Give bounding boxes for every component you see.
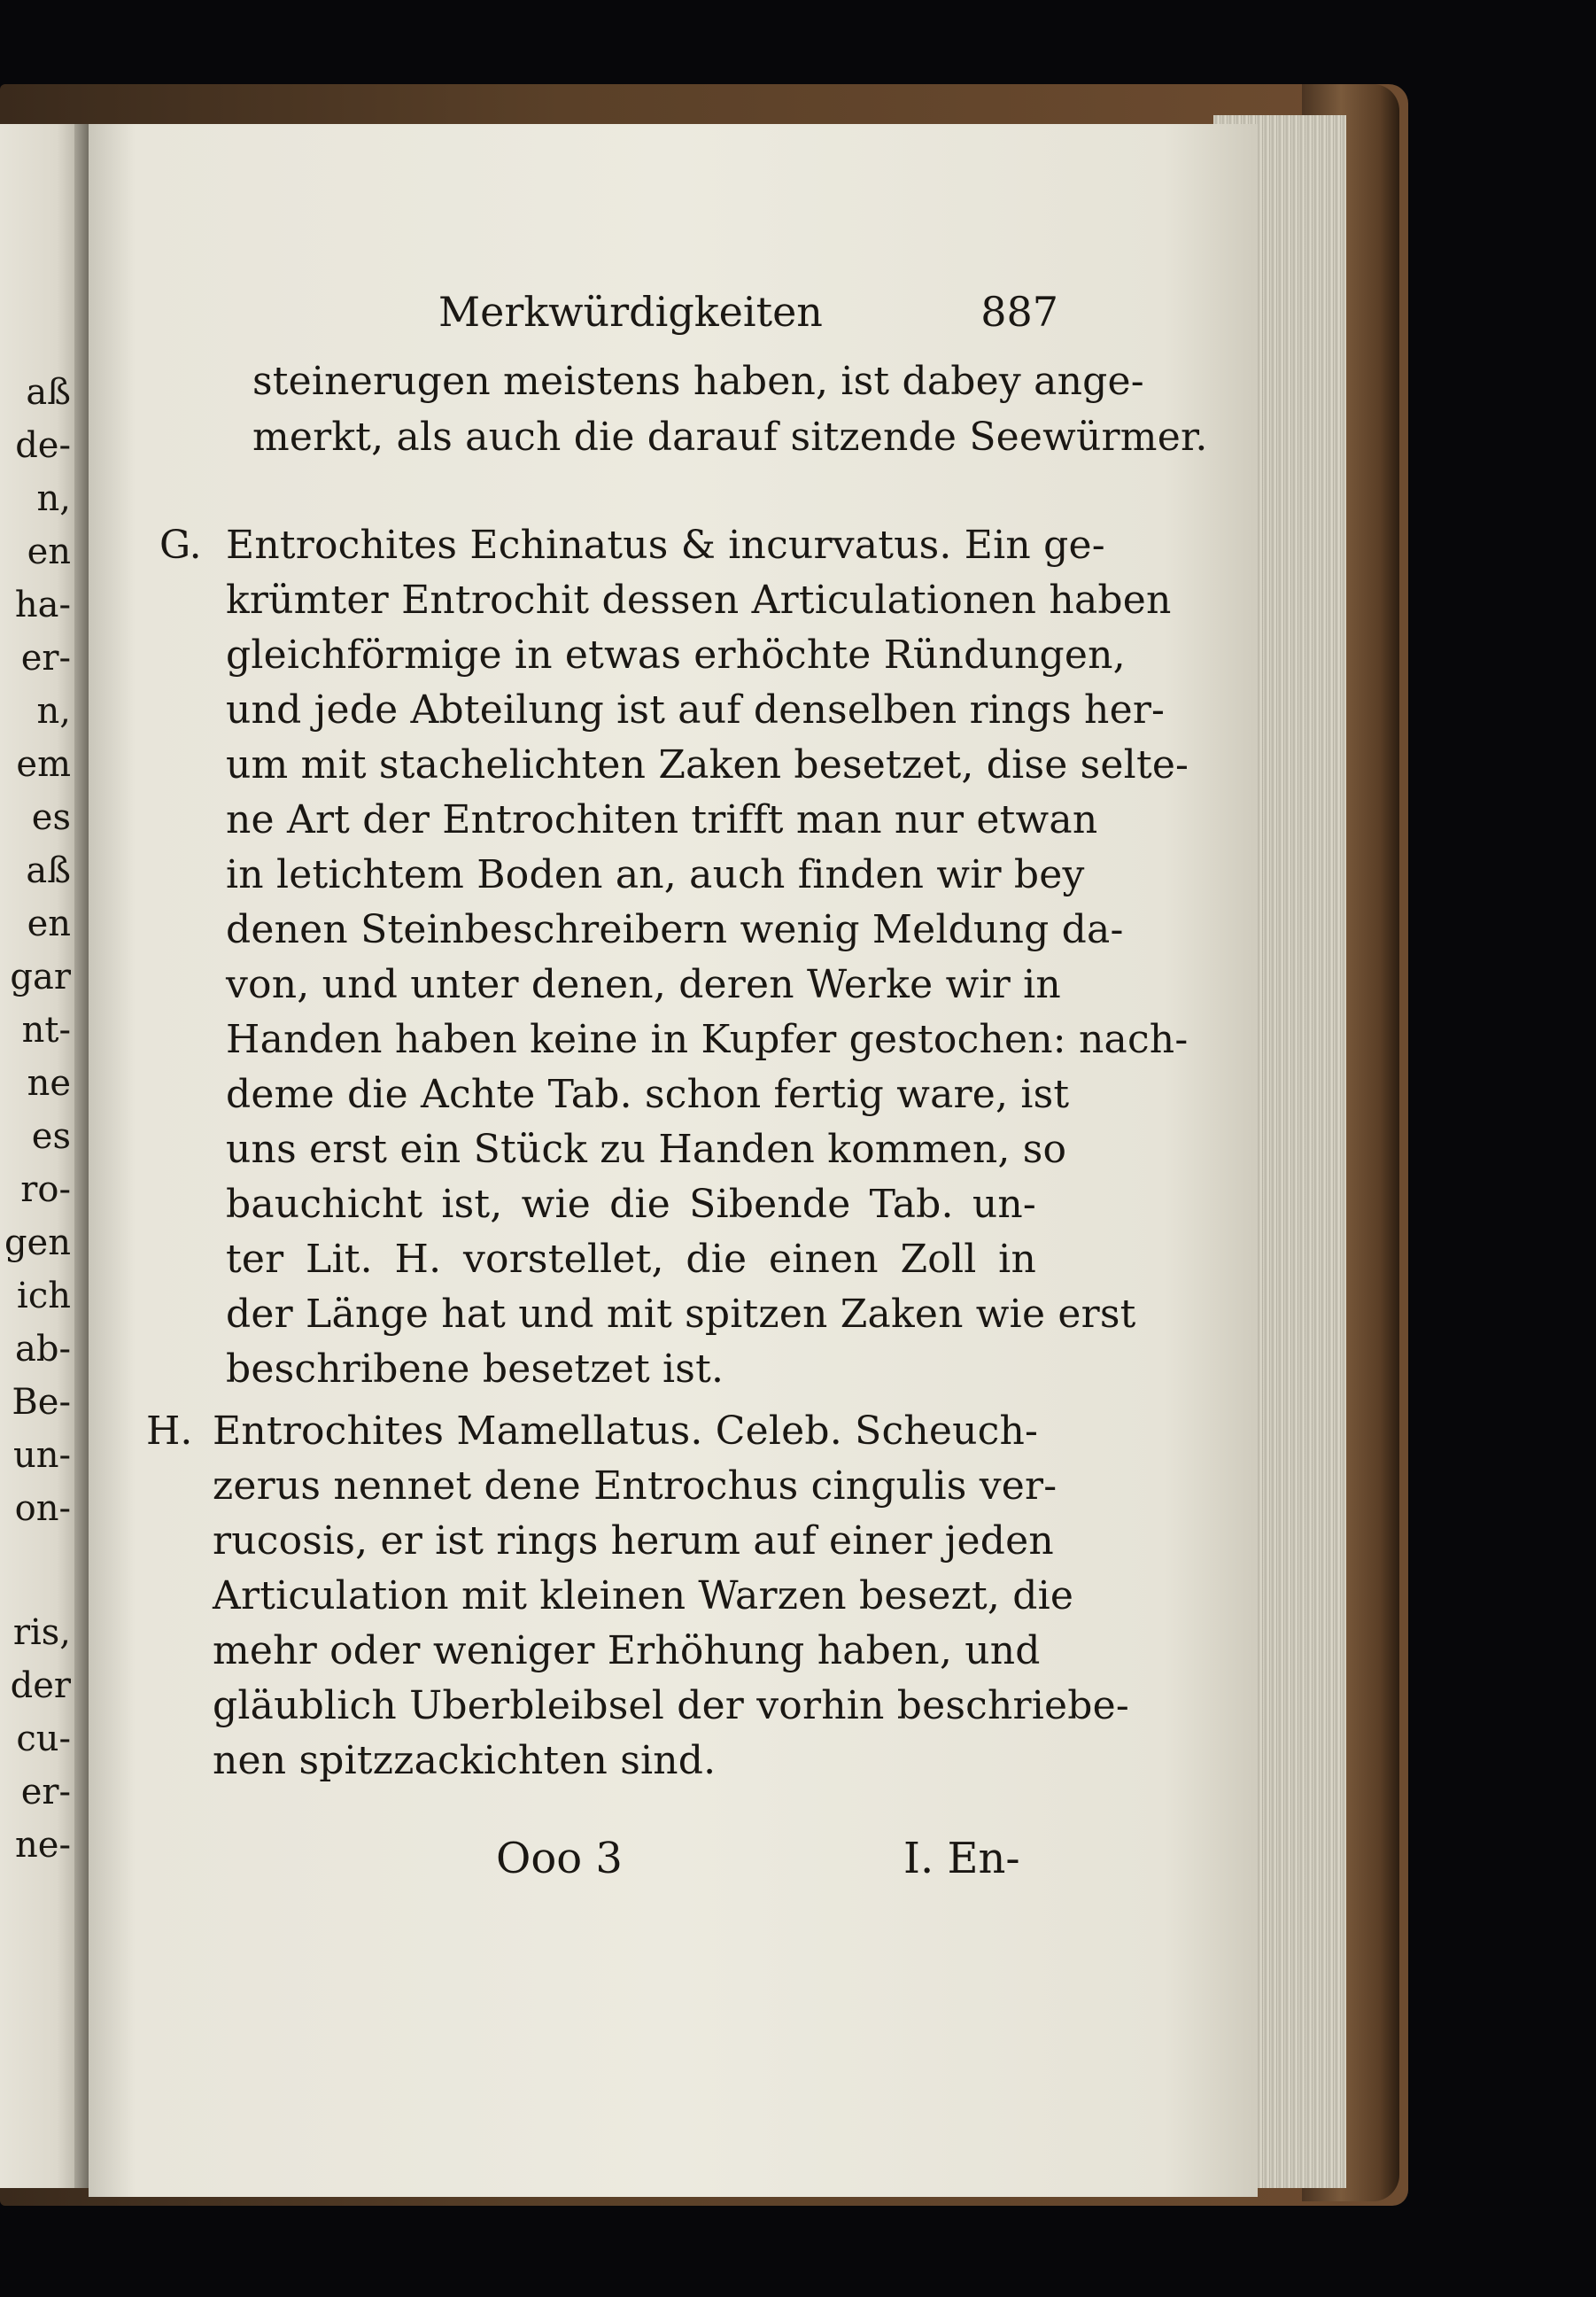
- section-h-label: H.: [146, 1408, 193, 1454]
- section-g-line: gleichförmige in etwas erhöchte Ründungen,: [226, 632, 1126, 678]
- section-g-label: G.: [159, 523, 202, 568]
- left-page-fragment: der: [10, 1665, 71, 1706]
- left-page-fragment: em: [16, 744, 71, 785]
- section-g-line: Entrochites Echinatus & incurvatus. Ein ge-: [226, 523, 1105, 568]
- section-g-line: der Länge hat und mit spitzen Zaken wie erst: [226, 1292, 1136, 1337]
- left-page-fragment: on-: [14, 1488, 71, 1529]
- section-g-line: und jede Abteilung ist auf denselben rings her-: [226, 687, 1166, 733]
- left-page-fragment: ro-: [20, 1169, 71, 1210]
- catchword: I. En-: [903, 1834, 1020, 1883]
- left-page-fragment: ne-: [15, 1825, 71, 1866]
- section-h-line: gläublich Uberbleibsel der vorhin beschriebe-: [213, 1683, 1129, 1728]
- left-page-fragment: es: [31, 1116, 71, 1157]
- left-page-fragment: ab-: [15, 1329, 71, 1370]
- section-g-line: ne Art der Entrochiten trifft man nur etwan: [226, 797, 1098, 842]
- page-number: 887: [980, 288, 1058, 336]
- section-g-line: bauchicht ist, wie die Sibende Tab. un-: [226, 1182, 1036, 1227]
- section-h-line: zerus nennet dene Entrochus cingulis ver-: [213, 1463, 1058, 1509]
- left-page-fragment: n,: [36, 478, 71, 519]
- intro-line: steinerugen meistens haben, ist dabey ange-: [252, 359, 1144, 404]
- left-page-fragment: ich: [17, 1276, 71, 1316]
- left-page-fragment: ris,: [12, 1612, 71, 1653]
- section-g-line: uns erst ein Stück zu Handen kommen, so: [226, 1127, 1067, 1172]
- left-page-fragment: Be-: [12, 1382, 71, 1423]
- left-page-fragment: aß: [26, 372, 71, 413]
- header-title: Merkwürdigkeiten: [438, 288, 823, 336]
- left-page-fragment: gar: [10, 957, 71, 997]
- left-page-fragment: en: [27, 532, 71, 572]
- section-h-line: mehr oder weniger Erhöhung haben, und: [213, 1628, 1041, 1673]
- left-page-fragment: un-: [12, 1435, 71, 1476]
- left-page-fragment: gen: [4, 1222, 71, 1263]
- section-h-line: Entrochites Mamellatus. Celeb. Scheuch-: [213, 1408, 1039, 1454]
- section-h-line: nen spitzzackichten sind.: [213, 1738, 717, 1783]
- signature-mark: Ooo 3: [496, 1834, 623, 1883]
- left-page-fragment: aß: [26, 850, 71, 891]
- section-g-line: beschribene besetzet ist.: [226, 1346, 724, 1392]
- intro-line: merkt, als auch die darauf sitzende Seewürmer.: [252, 415, 1208, 460]
- running-header: [403, 288, 1076, 341]
- section-g-line: in letichtem Boden an, auch finden wir bey: [226, 852, 1085, 897]
- left-page-fragment: cu-: [16, 1719, 71, 1759]
- section-g-line: deme die Achte Tab. schon fertig ware, ist: [226, 1072, 1070, 1117]
- section-g-line: denen Steinbeschreibern wenig Meldung da-: [226, 907, 1124, 952]
- left-page-fragment: er-: [20, 638, 71, 679]
- section-g-line: krümter Entrochit dessen Articulationen haben: [226, 578, 1172, 623]
- section-g-line: um mit stachelichten Zaken besetzet, dise selte-: [226, 742, 1189, 788]
- left-page-fragment: ne: [27, 1063, 71, 1104]
- left-page-fragment: en: [27, 904, 71, 944]
- section-h-line: rucosis, er ist rings herum auf einer jeden: [213, 1518, 1054, 1564]
- section-g-line: von, und unter denen, deren Werke wir in: [226, 962, 1061, 1007]
- left-page-fragment: es: [31, 797, 71, 838]
- left-page-fragment: nt-: [21, 1010, 71, 1051]
- section-h-line: Articulation mit kleinen Warzen besezt, die: [213, 1573, 1074, 1618]
- section-g-line: Handen haben keine in Kupfer gestochen: nach-: [226, 1017, 1189, 1062]
- section-g-line: ter Lit. H. vorstellet, die einen Zoll in: [226, 1237, 1036, 1282]
- left-page-fragment: de-: [15, 425, 71, 466]
- left-page-fragment: n,: [36, 691, 71, 732]
- left-page-fragment: er-: [20, 1772, 71, 1812]
- left-page-fragment: ha-: [14, 585, 71, 625]
